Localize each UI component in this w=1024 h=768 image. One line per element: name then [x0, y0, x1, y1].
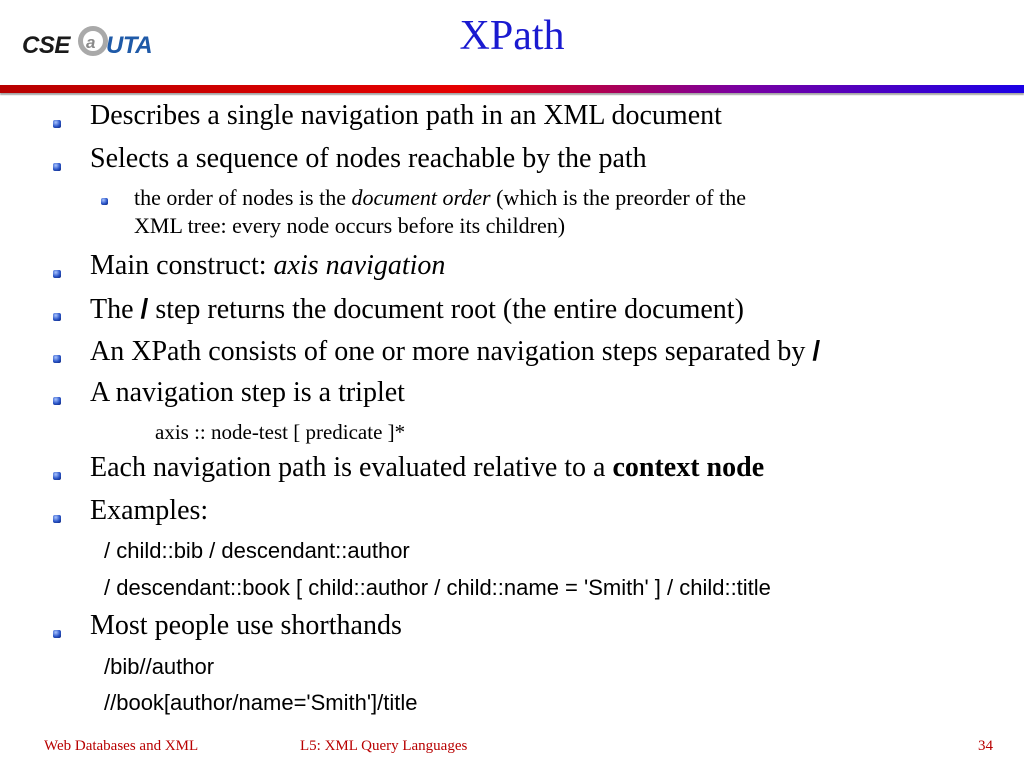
- sub-text-pre: the order of nodes is the: [134, 185, 352, 210]
- sub-bullet-document-order: [134, 185, 746, 211]
- sub-text-post: (which is the preorder of the: [490, 185, 746, 210]
- slide-title: XPath: [459, 13, 565, 59]
- bullet-icon: [53, 270, 61, 278]
- bullet-icon: [53, 355, 61, 363]
- example-2: / descendant::book [ child::author / child::name = 'Smith' ] / child::title: [104, 575, 771, 600]
- b4-post: step returns the document root (the entire document): [148, 294, 744, 325]
- shorthand-1: /bib//author: [104, 654, 215, 679]
- sub-bullet-line2: XML tree: every node occurs before its children): [134, 213, 566, 238]
- bullet-xpath-steps: [90, 335, 820, 368]
- b4-pre: The: [90, 294, 141, 325]
- triplet-syntax: axis :: node-test [ predicate ]*: [155, 420, 406, 444]
- bullet-main-construct: [90, 250, 445, 282]
- logo-at-letter: a: [86, 33, 96, 52]
- bullet-describes: Describes a single navigation path in an XML document: [90, 100, 722, 131]
- sub-bullet-icon: [101, 198, 108, 205]
- bullet-icon: [53, 120, 61, 128]
- b3-pre: Main construct:: [90, 250, 274, 281]
- bullet-context-node: [90, 452, 764, 484]
- bullet-selects: Selects a sequence of nodes reachable by the path: [90, 143, 647, 174]
- bullet-examples: Examples:: [90, 495, 209, 526]
- bullet-shorthands: Most people use shorthands: [90, 610, 402, 641]
- bullet-icon: [53, 313, 61, 321]
- bullet-icon: [53, 397, 61, 405]
- sub-text-em: document order: [351, 185, 491, 210]
- example-1: / child::bib / descendant::author: [104, 538, 410, 563]
- logo-uta-text: UTA: [106, 32, 153, 59]
- bullet-icon: [53, 515, 61, 523]
- b4-slash: /: [140, 293, 149, 324]
- bullet-icon: [53, 630, 61, 638]
- b3-em: axis navigation: [273, 250, 446, 281]
- title-divider: [0, 85, 1024, 93]
- bullet-icon: [53, 472, 61, 480]
- b5-slash: /: [812, 335, 821, 366]
- bullet-icon: [53, 163, 61, 171]
- footer-lecture: L5: XML Query Languages: [300, 738, 468, 754]
- b7-bold: context node: [612, 452, 765, 483]
- b5-pre: An XPath consists of one or more navigation steps separated by: [90, 336, 813, 367]
- footer-page-number: 34: [978, 738, 993, 754]
- bullet-step-root: [90, 293, 744, 326]
- b7-pre: Each navigation path is evaluated relative to a: [90, 452, 613, 483]
- logo-cse-text: CSE: [22, 32, 70, 59]
- shorthand-2: //book[author/name='Smith']/title: [104, 690, 418, 715]
- footer-course: Web Databases and XML: [44, 738, 199, 754]
- bullet-triplet: A navigation step is a triplet: [90, 377, 405, 408]
